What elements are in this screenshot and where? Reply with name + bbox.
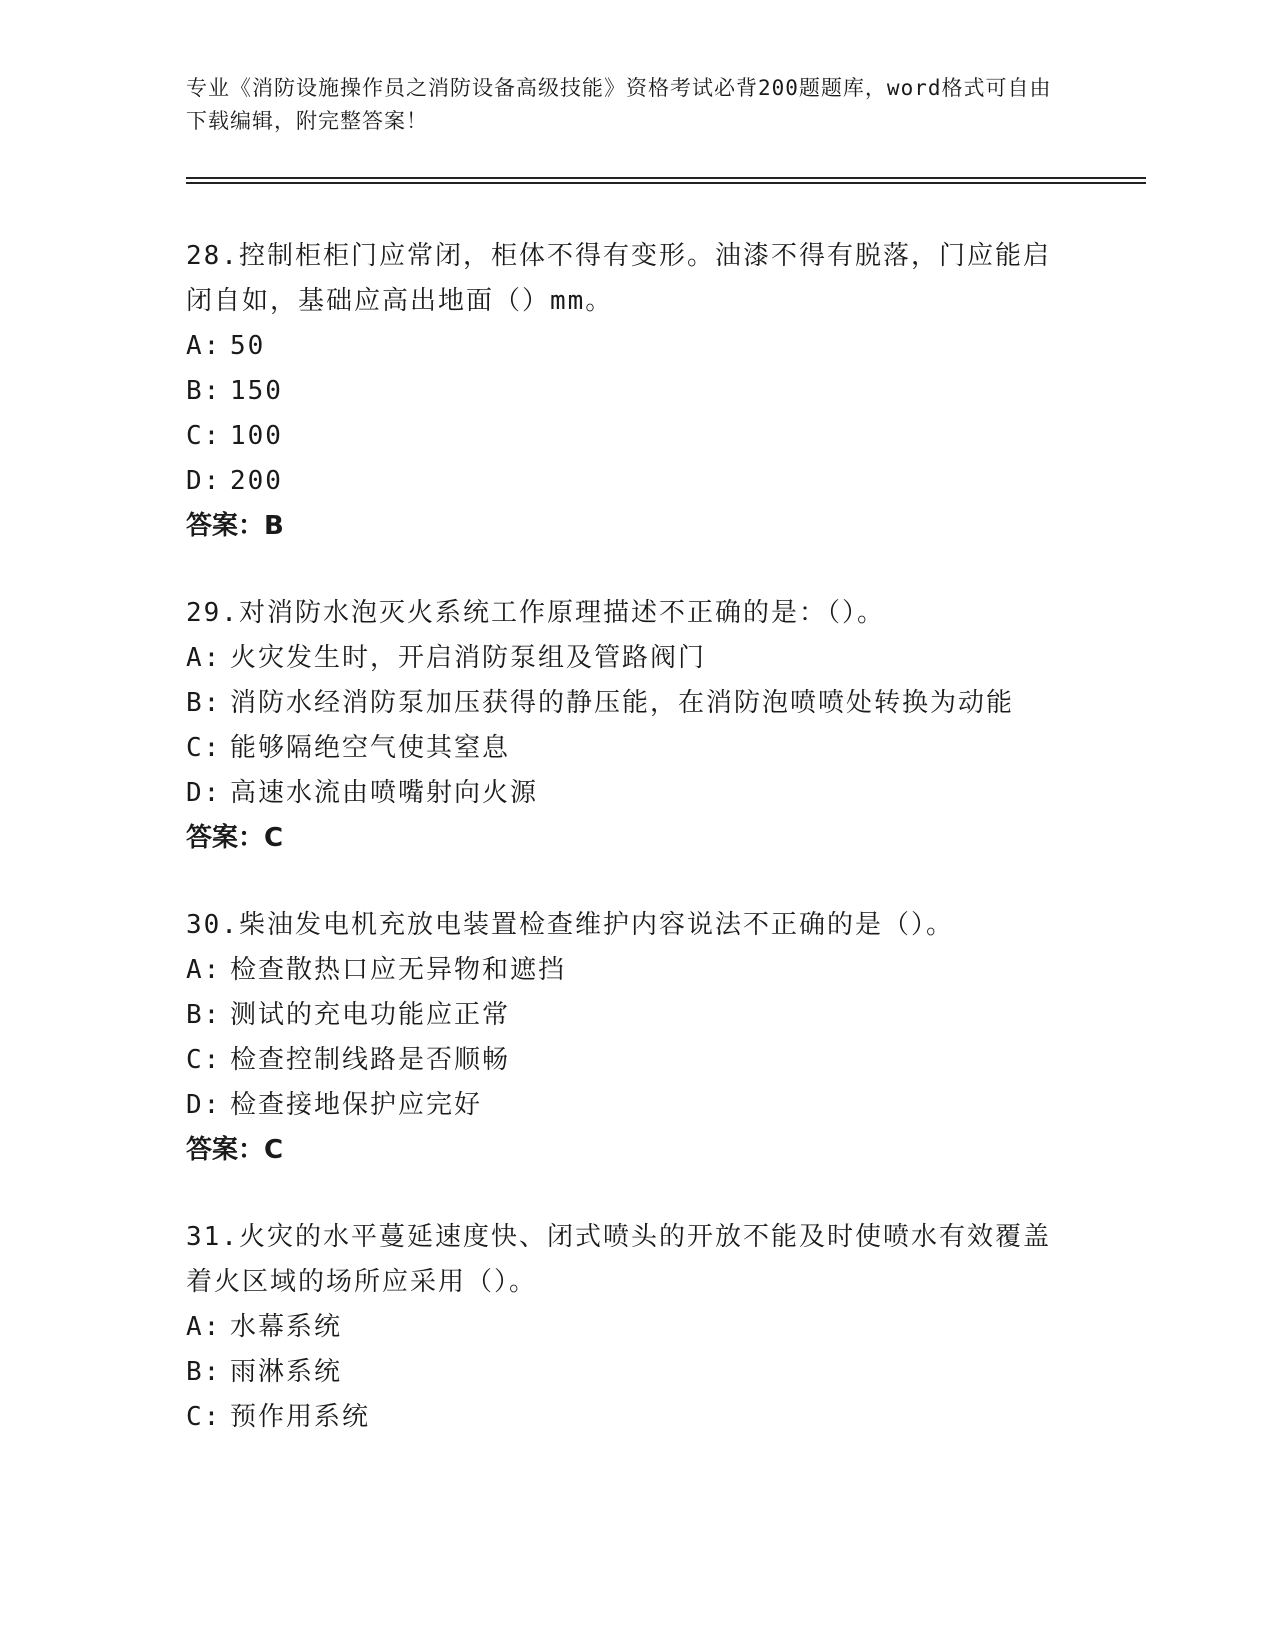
question-31 (186, 1215, 1066, 1440)
option-c (186, 414, 1066, 459)
answer-line: 答案：C (186, 823, 284, 853)
option-b (186, 681, 1066, 726)
option-d (186, 459, 1066, 504)
option-a (186, 1305, 1066, 1350)
option-key: A: (186, 643, 222, 673)
option-text: 预作用系统 (230, 1402, 371, 1432)
option-d (186, 771, 1066, 816)
option-text: 检查接地保护应完好 (230, 1090, 483, 1120)
option-a (186, 324, 1066, 369)
question-30 (186, 903, 1066, 1173)
question-stem: 30.柴油发电机充放电装置检查维护内容说法不正确的是（）。 (186, 910, 954, 940)
option-key: A: (186, 331, 222, 361)
option-key: C: (186, 733, 222, 763)
option-text: 测试的充电功能应正常 (230, 1000, 511, 1030)
option-a (186, 636, 1066, 681)
option-text: 水幕系统 (230, 1312, 343, 1342)
option-text: 检查控制线路是否顺畅 (230, 1045, 511, 1075)
option-a (186, 948, 1066, 993)
option-key: A: (186, 955, 222, 985)
question-stem: 28.控制柜柜门应常闭，柜体不得有变形。油漆不得有脱落，门应能启闭自如，基础应高出地面（）mm。 (186, 241, 1051, 316)
question-28 (186, 234, 1066, 549)
option-key: D: (186, 778, 222, 808)
option-d (186, 1083, 1066, 1128)
question-list (186, 234, 1066, 1482)
header-divider-top (186, 177, 1146, 179)
question-stem: 29.对消防水泡灭火系统工作原理描述不正确的是：（）。 (186, 598, 885, 628)
option-key: B: (186, 376, 222, 406)
option-key: B: (186, 1357, 222, 1387)
option-text: 高速水流由喷嘴射向火源 (230, 778, 539, 808)
option-text: 150 (230, 376, 283, 406)
option-c (186, 1038, 1066, 1083)
answer-line: 答案：C (186, 1135, 284, 1165)
option-key: D: (186, 1090, 222, 1120)
option-text: 能够隔绝空气使其窒息 (230, 733, 511, 763)
option-text: 火灾发生时，开启消防泵组及管路阀门 (230, 643, 707, 673)
option-text: 100 (230, 421, 283, 451)
option-key: C: (186, 1402, 222, 1432)
document-header: 专业《消防设施操作员之消防设备高级技能》资格考试必背200题题库，word格式可自由下载编辑，附完整答案！ (186, 76, 1052, 133)
header-divider-bottom (186, 182, 1146, 184)
option-key: B: (186, 688, 222, 718)
option-b (186, 1350, 1066, 1395)
option-key: C: (186, 421, 222, 451)
option-text: 雨淋系统 (230, 1357, 343, 1387)
option-key: D: (186, 466, 222, 496)
option-key: C: (186, 1045, 222, 1075)
option-key: A: (186, 1312, 222, 1342)
question-stem: 31.火灾的水平蔓延速度快、闭式喷头的开放不能及时使喷水有效覆盖着火区域的场所应采用（）。 (186, 1222, 1051, 1297)
option-b (186, 369, 1066, 414)
question-29 (186, 591, 1066, 861)
option-text: 50 (230, 331, 266, 361)
option-text: 消防水经消防泵加压获得的静压能，在消防泡喷喷处转换为动能 (230, 688, 1015, 718)
option-c (186, 726, 1066, 771)
option-text: 200 (230, 466, 283, 496)
answer-line: 答案：B (186, 511, 284, 541)
option-b (186, 993, 1066, 1038)
option-c (186, 1395, 1066, 1440)
option-text: 检查散热口应无异物和遮挡 (230, 955, 567, 985)
option-key: B: (186, 1000, 222, 1030)
